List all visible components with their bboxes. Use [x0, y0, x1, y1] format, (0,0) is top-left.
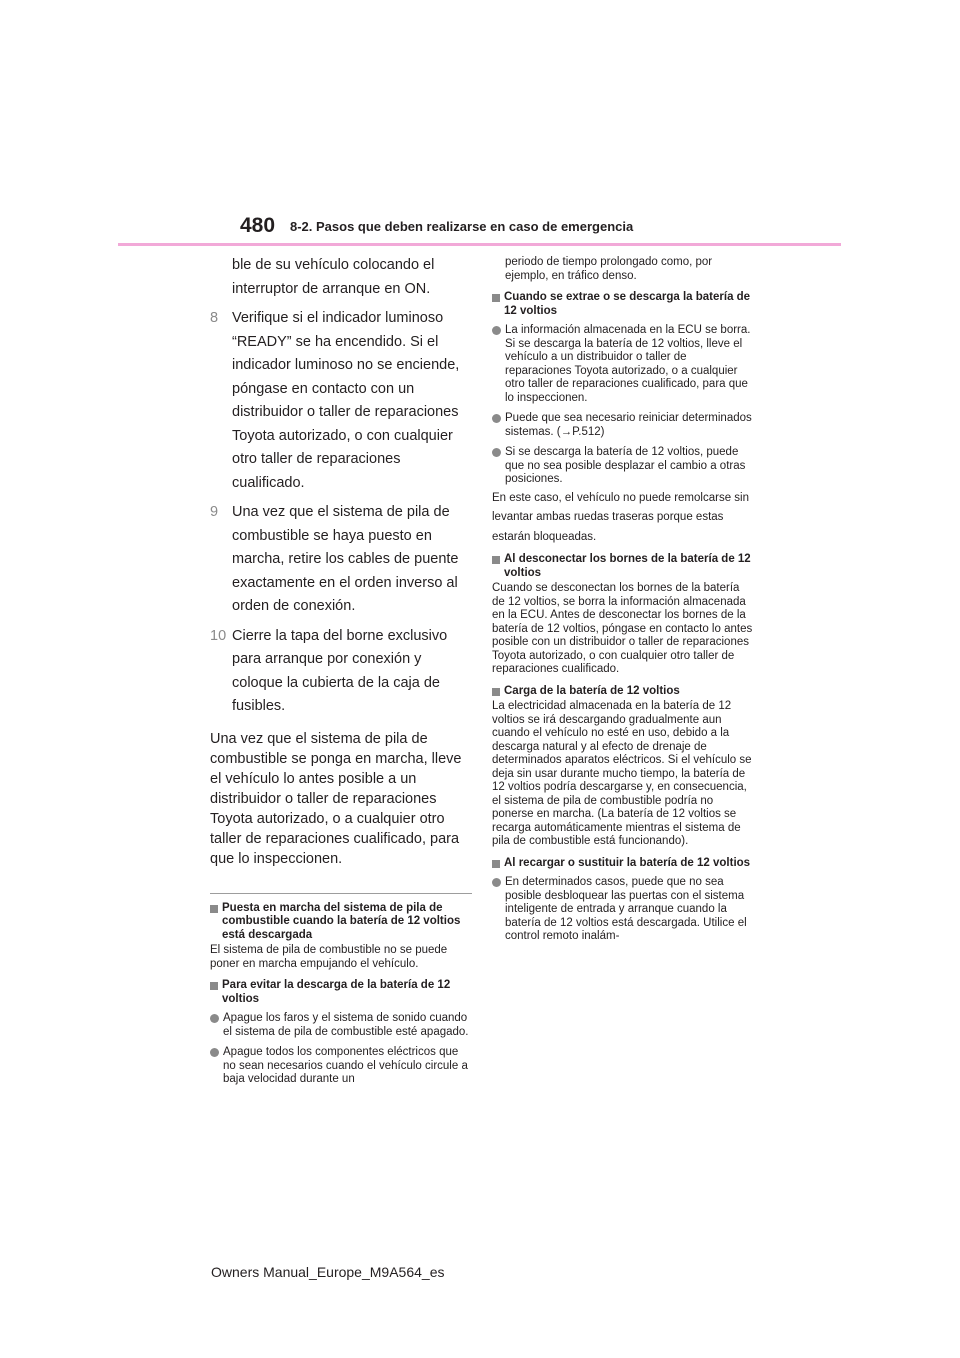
- continued-note-text: periodo de tiempo prolongado como, por ejemplo, en tráfico denso.: [505, 256, 713, 282]
- note-text: La electricidad almacenada en la batería de 12 voltios se irá descargando gradualmente aun cuando el vehículo no esté en uso, debido a la descarga natural y al efecto de drenaje de determinados aparatos eléctricos. Si el vehículo se deja sin usar durante mucho tiempo, la batería de 12 voltios podría descargarse y, en consecuencia, el sistema de pila de combustible podría no ponerse en marcha. (La batería de 12 voltios se recarga automáticamente mientras el sistema de pila de combustible está funcionando).: [492, 700, 752, 847]
- square-bullet-icon: [492, 294, 500, 302]
- square-bullet-icon: [210, 982, 218, 990]
- note-text: Cuando se desconectan los bornes de la batería de 12 voltios, se borra la información almacenada en la ECU. Antes de desconectar los bornes de la batería de 12 voltios, póngase en contacto lo antes posible con un distribuidor o taller de reparaciones Toyota autorizado, o con cualquier otro taller de reparaciones cualificado.: [492, 582, 753, 675]
- square-bullet-icon: [210, 905, 218, 913]
- circle-bullet-icon: [210, 1048, 219, 1057]
- notes-divider: [210, 893, 472, 894]
- note-heading: [492, 291, 755, 318]
- note-heading-text: Puesta en marcha del sistema de pila de combustible cuando la batería de 12 voltios está descargada: [222, 901, 461, 941]
- note-bullet-text: Apague los faros y el sistema de sonido cuando el sistema de pila de combustible esté apagado.: [223, 1012, 469, 1038]
- note-bullet: [210, 1012, 472, 1039]
- step-text: Una vez que el sistema de pila de combustible se haya puesto en marcha, retire los cables de puente exactamente en el orden inverso al orden de conexión.: [232, 504, 459, 614]
- note-heading-text: Cuando se extrae o se descarga la batería de 12 voltios: [504, 291, 751, 317]
- right-column: [492, 254, 755, 951]
- note-heading: [492, 685, 755, 699]
- note-bullet: [492, 446, 755, 487]
- note-bullet: [492, 876, 755, 944]
- footer-text: Owners Manual_Europe_M9A564_es: [211, 1264, 445, 1280]
- section-title: 8-2. Pasos que deben realizarse en caso de emergencia: [290, 219, 634, 234]
- note-bullet-text: En determinados casos, puede que no sea posible desbloquear las puertas con el sistema inteligente de entrada y arranque cuando la batería de 12 voltios está descargada. Utilice el control remoto inalám-: [505, 876, 747, 942]
- note-bullet-text: Apague todos los componentes eléctricos que no sean necesarios cuando el vehículo circule a baja velocidad durante un: [223, 1046, 468, 1085]
- step-number: 9: [210, 504, 219, 520]
- body-paragraph: Una vez que el sistema de pila de combustible se ponga en marcha, lleve el vehículo lo antes posible a un distribuidor o taller de reparaciones Toyota autorizado, o a cualquier otro taller de reparaciones cualificado, para que lo inspeccionen.: [210, 730, 462, 867]
- step-number: 10: [210, 627, 227, 644]
- note-heading-text: Para evitar la descarga de la batería de 12 voltios: [222, 979, 451, 1005]
- note-text: El sistema de pila de combustible no se puede poner en marcha empujando el vehículo.: [210, 944, 448, 970]
- note-bullet-text: Puede que sea necesario reiniciar determinados sistemas. (→P.512): [505, 412, 752, 438]
- bullet-followup-text: En este caso, el vehículo no puede remolcarse sin levantar ambas ruedas traseras porque estas estarán bloqueadas.: [492, 491, 749, 543]
- circle-bullet-icon: [492, 878, 501, 887]
- page-number: 480: [240, 214, 276, 237]
- note-bullet: [492, 324, 755, 405]
- note-bullet-text: Si se descarga la batería de 12 voltios, puede que no sea posible desplazar el cambio a otras posiciones.: [505, 446, 746, 485]
- circle-bullet-icon: [492, 414, 501, 423]
- step-text: Verifique si el indicador luminoso “READY” se ha encendido. Si el indicador luminoso no se enciende, póngase en contacto con un distribuidor o taller de reparaciones Toyota autorizado, o con cualquier otro taller de reparaciones cualificado.: [232, 310, 460, 491]
- circle-bullet-icon: [210, 1014, 219, 1023]
- left-column: [210, 254, 472, 1094]
- header-rule: [118, 243, 841, 246]
- note-bullet-text: La información almacenada en la ECU se borra. Si se descarga la batería de 12 voltios, lleve el vehículo a un distribuidor o taller de reparaciones Toyota autorizado, o a cualquier otro taller de reparaciones cualificado, para que lo inspeccionen.: [505, 324, 751, 404]
- note-heading: [492, 553, 755, 580]
- note-heading: [492, 857, 755, 871]
- note-heading-text: Al desconectar los bornes de la batería de 12 voltios: [504, 553, 751, 579]
- step-10: [210, 625, 472, 719]
- note-heading-text: Carga de la batería de 12 voltios: [504, 684, 680, 697]
- square-bullet-icon: [492, 688, 500, 696]
- note-bullet: [210, 1046, 472, 1087]
- step-text: Cierre la tapa del borne exclusivo para arranque por conexión y coloque la cubierta de la caja de fusibles.: [232, 627, 448, 714]
- step-9: [210, 501, 472, 619]
- note-heading: [210, 902, 472, 943]
- note-heading: [210, 979, 472, 1006]
- note-bullet: [492, 412, 755, 439]
- step-number: 8: [210, 310, 219, 326]
- square-bullet-icon: [492, 860, 500, 868]
- circle-bullet-icon: [492, 448, 501, 457]
- circle-bullet-icon: [492, 326, 501, 335]
- continued-step-text: ble de su vehículo colocando el interruptor de arranque en ON.: [232, 257, 435, 297]
- square-bullet-icon: [492, 556, 500, 564]
- note-heading-text: Al recargar o sustituir la batería de 12 voltios: [504, 856, 751, 869]
- step-8: [210, 307, 472, 495]
